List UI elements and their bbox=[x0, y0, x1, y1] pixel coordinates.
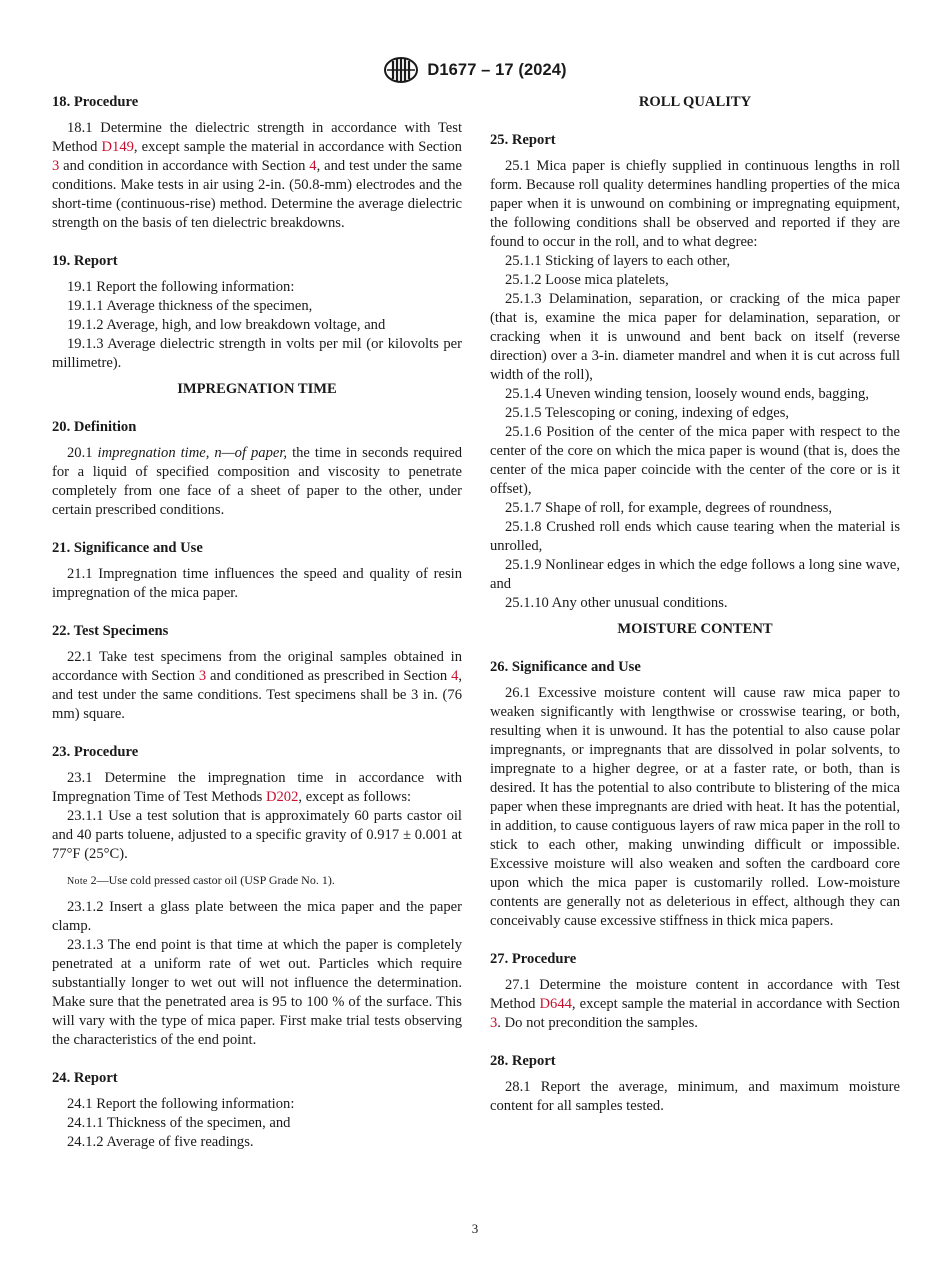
link-section-4[interactable]: 4 bbox=[309, 158, 317, 174]
paragraph-21-1: 21.1 Impregnation time influences the speed and quality of resin impregnation of the mica paper. bbox=[52, 566, 462, 601]
section-23-title: 23. Procedure bbox=[52, 744, 139, 760]
paragraph-23-1-1: 23.1.1 Use a test solution that is approximately 60 parts castor oil and 40 parts toluene, adjusted to a specific gravity of 0.917 ± 0.001 at 77°F (25°C). bbox=[52, 808, 462, 862]
section-24-title: 24. Report bbox=[52, 1070, 118, 1086]
note-2: Note 2—Use cold pressed castor oil (USP Grade No. 1). bbox=[67, 873, 335, 887]
list-item: 25.1.3 Delamination, separation, or cracking of the mica paper (that is, examine the mica paper for delamination, separation, or cracking when it is unwound and bent back on itself (reverse direction) over a 3-in. diameter mandrel and when it is cut across full width of the roll), bbox=[490, 291, 900, 383]
section-26-title: 26. Significance and Use bbox=[490, 659, 641, 675]
paragraph-23-1-2: 23.1.2 Insert a glass plate between the mica paper and the paper clamp. bbox=[52, 899, 462, 934]
left-column bbox=[52, 93, 462, 1152]
moisture-content-heading: MOISTURE CONTENT bbox=[617, 621, 773, 637]
list-item: 25.1.2 Loose mica platelets, bbox=[505, 272, 669, 288]
paragraph-19-1-2: 19.1.2 Average, high, and low breakdown voltage, and bbox=[67, 317, 386, 333]
section-19-title: 19. Report bbox=[52, 253, 118, 269]
paragraph-26-1: 26.1 Excessive moisture content will cause raw mica paper to weaken significantly with lengthwise or crosswise tearing, or both, resulting when it is unwound. It has the potential to also cause polar impregnants, or impregnants that are dissolved in polar solvents, to impregnate to a higher degree, or at a faster rate, or both, than is desired. It has the potential to also contribute to blistering of the mica paper when these impregnants are dried with heat. It has the potential, in addition, to cause contiguous layers of raw mica paper in the roll to stick to each other, making unwinding difficult or impossible. Excessive moisture will also weaken and soften the cardboard core upon which the mica paper is customarily rolled. Low-moisture contents are generally not as deleterious in effect, although they can conceivably cause excessive stiffness in thick mica papers. bbox=[490, 685, 900, 929]
section-21-title: 21. Significance and Use bbox=[52, 540, 203, 556]
paragraph-24-1-2: 24.1.2 Average of five readings. bbox=[67, 1134, 254, 1150]
link-d202[interactable]: D202 bbox=[265, 789, 299, 805]
list-item: 25.1.4 Uneven winding tension, loosely wound ends, bagging, bbox=[505, 386, 869, 402]
paragraph-20-1: 20.1 impregnation time, n—of paper, the time in seconds required for a liquid of specified composition and viscosity to penetrate completely from one face of a sheet of paper to the other, under certain prescribed conditions. bbox=[52, 445, 462, 518]
list-item: 25.1.9 Nonlinear edges in which the edge follows a long sine wave, and bbox=[490, 557, 900, 592]
list-item: 25.1.1 Sticking of layers to each other, bbox=[505, 253, 731, 269]
section-22-title: 22. Test Specimens bbox=[52, 623, 169, 639]
link-section-4[interactable]: 4 bbox=[451, 668, 459, 684]
paragraph-23-1-3: 23.1.3 The end point is that time at which the paper is completely penetrated at a uniform rate of wet out. Particles which require substantially longer to wet out will not influence the determination. Make sure that the penetrated area is 95 to 100 % of the surface. This will vary with the type of mica paper. First make trial tests observing the characteristics of the end point. bbox=[52, 937, 462, 1048]
page-number: 3 bbox=[471, 1221, 479, 1236]
section-28-title: 28. Report bbox=[490, 1053, 556, 1069]
paragraph-25-1: 25.1 Mica paper is chiefly supplied in continuous lengths in roll form. Because roll quality determines handling properties of the mica paper when it is unwound on combining or impregnating equipment, the following conditions shall be observed and reported if they are found to occur in the roll, and to what degree: bbox=[490, 158, 900, 250]
list-item: 25.1.5 Telescoping or coning, indexing of edges, bbox=[505, 405, 790, 421]
link-section-3[interactable]: 3 bbox=[490, 1015, 498, 1031]
paragraph-19-1: 19.1 Report the following information: bbox=[67, 279, 295, 295]
section-20-title: 20. Definition bbox=[52, 419, 137, 435]
section-25-title: 25. Report bbox=[490, 132, 556, 148]
paragraph-27-1: 27.1 Determine the moisture content in accordance with Test Method D644, except sample the material in accordance with Section 3. Do not precondition the samples. bbox=[490, 977, 900, 1031]
list-item: 25.1.6 Position of the center of the mica paper with respect to the center of the core on which the mica paper is wound (that is, does the center of the mica paper coincide with the center of the core or is it offset), bbox=[490, 424, 900, 497]
paragraph-23-1: 23.1 Determine the impregnation time in accordance with Impregnation Time of Test Methods D202, except as follows: bbox=[52, 770, 462, 805]
section-27-title: 27. Procedure bbox=[490, 951, 577, 967]
paragraph-19-1-1: 19.1.1 Average thickness of the specimen, bbox=[67, 298, 313, 314]
roll-quality-heading: ROLL QUALITY bbox=[638, 94, 752, 110]
paragraph-24-1-1: 24.1.1 Thickness of the specimen, and bbox=[67, 1115, 291, 1131]
page-header bbox=[0, 56, 950, 84]
impregnation-time-heading: IMPREGNATION TIME bbox=[177, 381, 337, 397]
paragraph-28-1: 28.1 Report the average, minimum, and maximum moisture content for all samples tested. bbox=[490, 1079, 900, 1114]
list-item: 25.1.10 Any other unusual conditions. bbox=[505, 595, 728, 611]
astm-logo-icon bbox=[383, 56, 419, 84]
list-item: 25.1.8 Crushed roll ends which cause tearing when the material is unrolled, bbox=[490, 519, 900, 554]
defined-term: impregnation time, n—of paper, bbox=[97, 445, 288, 461]
link-section-3[interactable]: 3 bbox=[198, 668, 207, 684]
paragraph-22-1: 22.1 Take test specimens from the original samples obtained in accordance with Section 3 and conditioned as prescribed in Section 4, and test under the same conditions. Test specimens shall be 3 in. (76 mm) square. bbox=[52, 649, 463, 722]
paragraph-24-1: 24.1 Report the following information: bbox=[67, 1096, 295, 1112]
list-item: 25.1.7 Shape of roll, for example, degrees of roundness, bbox=[505, 500, 833, 516]
link-d149[interactable]: D149 bbox=[101, 139, 134, 155]
section-18-title: 18. Procedure bbox=[52, 94, 139, 110]
link-section-3[interactable]: 3 bbox=[52, 158, 60, 174]
paragraph-19-1-3: 19.1.3 Average dielectric strength in volts per mil (or kilovolts per millimetre). bbox=[52, 336, 462, 371]
link-d644[interactable]: D644 bbox=[539, 996, 572, 1012]
document-designation: D1677 – 17 (2024) bbox=[427, 60, 567, 79]
paragraph-18-1: 18.1 Determine the dielectric strength in accordance with Test Method D149, except sample the material in accordance with Section 3 and condition in accordance with Section 4, and test under the same conditions. Make tests in air using 2-in. (50.8-mm) electrodes and the short-time (continuous-rise) method. Determine the average dielectric strength on the basis of ten dielectric breakdowns. bbox=[52, 120, 462, 231]
right-column bbox=[490, 93, 900, 1116]
